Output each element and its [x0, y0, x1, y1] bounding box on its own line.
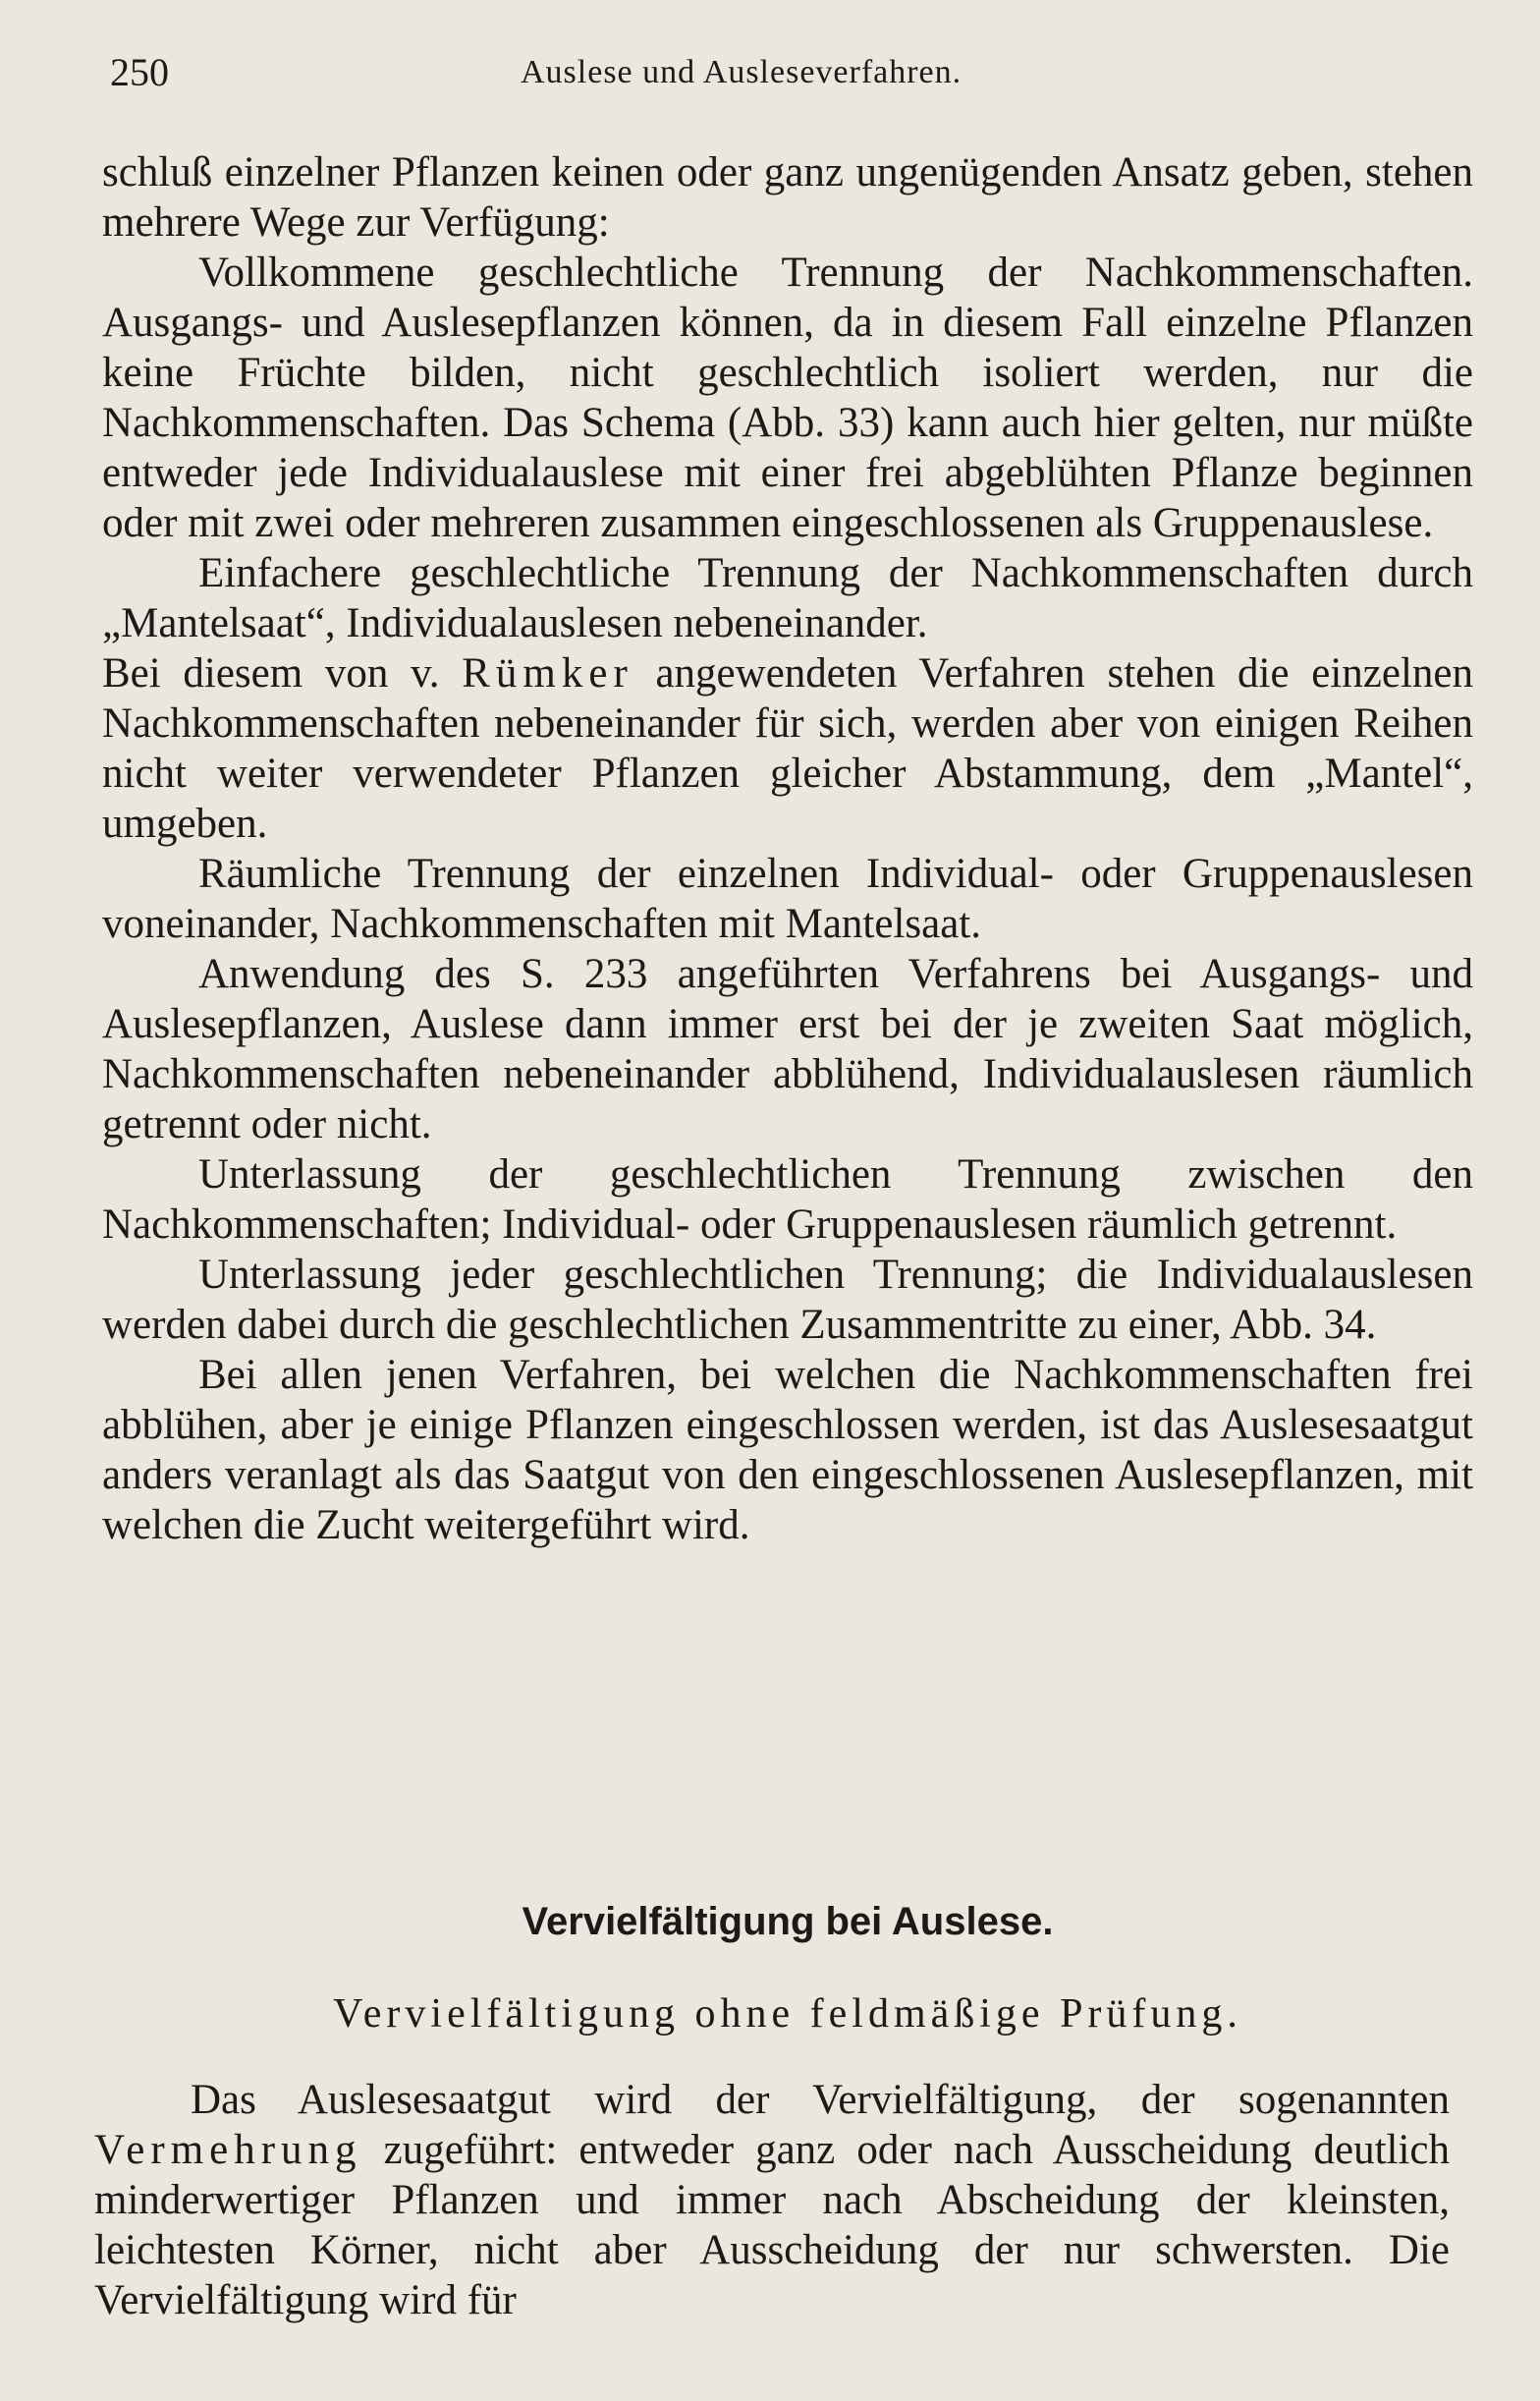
auslesesaatgut-text-after: zugeführt: entweder ganz oder nach Ausscheidung deutlich minderwertiger Pflanzen und immer nach Abscheidung der kleinsten, leichtesten Körner, nicht aber Ausscheidung der nur schwersten. Die Vervielfältigung wird für — [94, 2127, 1450, 2323]
paragraph-unterlassung-geschlechtlich: Unterlassung der geschlechtlichen Trennung zwischen den Nachkommenschaften; Individual- oder Gruppenauslesen räumlich getrennt. — [102, 1151, 1473, 1248]
body-text-section — [94, 2075, 1450, 2325]
paragraph-ruemker-verfahren — [102, 648, 1473, 849]
paragraph-raeumliche-trennung: Räumliche Trennung der einzelnen Individual- oder Gruppenauslesen voneinander, Nachkommenschaften mit Mantelsaat. — [102, 851, 1473, 947]
paragraph-unterlassung-jeder: Unterlassung jeder geschlechtlichen Trennung; die Individualauslesen werden dabei durch die geschlechtlichen Zusammentritte zu einer, Abb. 34. — [102, 1252, 1473, 1348]
paragraph-einfachere-trennung: Einfachere geschlechtliche Trennung der Nachkommenschaften durch „Mantelsaat“, Individualauslesen nebeneinander. — [102, 550, 1473, 646]
vermehrung-word: Vermehrung — [94, 2127, 362, 2173]
body-text — [102, 147, 1473, 1550]
ruemker-text-before: Bei diesem von v. — [102, 650, 463, 697]
page-header — [110, 43, 1465, 102]
paragraph-anwendung: Anwendung des S. 233 angeführten Verfahrens bei Ausgangs- und Auslesepflanzen, Auslese dann immer erst bei der je zweiten Saat möglich, Nachkommenschaften nebeneinander abblühend, Individualauslesen räumlich getrennt oder nicht. — [102, 951, 1473, 1147]
paragraph-vollkommene-trennung: Vollkommene geschlechtliche Trennung der Nachkommenschaften. Ausgangs- und Auslesepflanzen können, da in diesem Fall einzelne Pflanzen keine Früchte bilden, nicht geschlechtlich isoliert werden, nur die Nachkommenschaften. Das Schema (Abb. 33) kann auch hier gelten, nur müßte entweder jede Individualauslese mit einer frei abgeblühten Pflanze beginnen oder mit zwei oder mehreren zusammen eingeschlossenen als Gruppenauslese. — [102, 250, 1473, 546]
page-number: 250 — [110, 50, 169, 94]
paragraph-bei-allen-verfahren: Bei allen jenen Verfahren, bei welchen die Nachkommenschaften frei abblühen, aber je einige Pflanzen eingeschlossen werden, ist das Auslesesaatgut anders veranlagt als das Saatgut von den eingeschlossenen Auslesepflanzen, mit welchen die Zucht weitergeführt wird. — [102, 1352, 1473, 1548]
section-heading: Vervielfältigung bei Auslese. — [522, 1900, 1054, 1943]
paragraph-auslesesaatgut — [94, 2075, 1450, 2325]
running-title: Auslese und Ausleseverfahren. — [521, 54, 962, 90]
auslesesaatgut-text-before: Das Auslesesaatgut wird der Vervielfältigung, der sogenannten — [191, 2077, 1450, 2123]
subheading: Vervielfältigung ohne feldmäßige Prüfung. — [333, 1991, 1242, 2037]
paragraph-continuation: schluß einzelner Pflanzen keinen oder ganz ungenügenden Ansatz geben, stehen mehrere Wege zur Verfügung: — [102, 149, 1473, 246]
ruemker-name: Rümker — [462, 650, 633, 697]
ruemker-text-after: angewendeten Verfahren stehen die einzelnen Nachkommenschaften nebeneinander für sich, werden aber von einigen Reihen nicht weiter verwendeter Pflanzen gleicher Abstammung, dem „Mantel“, umgeben. — [102, 650, 1473, 847]
